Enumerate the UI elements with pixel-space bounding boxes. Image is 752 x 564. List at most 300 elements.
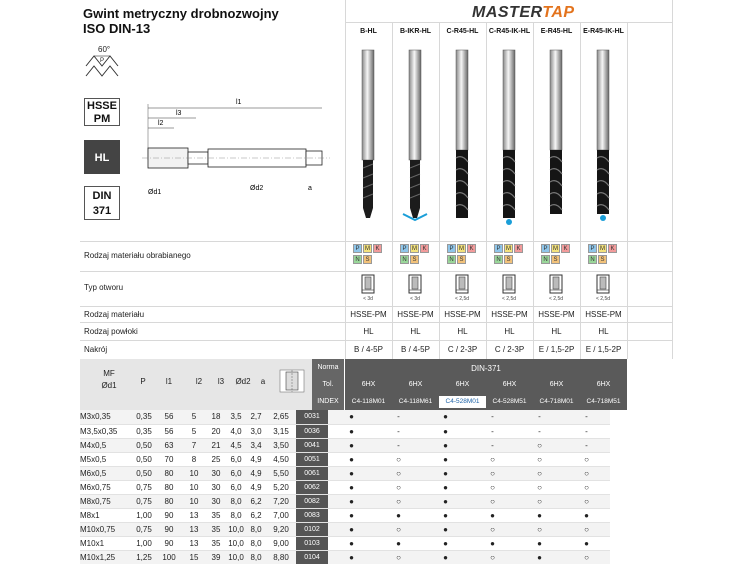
availability-mark: ● [422, 494, 469, 508]
coating-value: HL [598, 327, 609, 336]
cell-l2: 10 [182, 466, 206, 480]
cell-l2: 15 [182, 550, 206, 564]
cell-l3: 30 [206, 466, 226, 480]
availability-mark: ● [422, 466, 469, 480]
svg-text:a: a [308, 185, 312, 192]
tolerance-value: 6HX [455, 381, 470, 388]
cell-idx: 0062 [296, 480, 328, 494]
cell-a: 2,7 [246, 410, 266, 424]
cell-mf: M6x0,5 [80, 466, 132, 480]
cell-idx: 0036 [296, 424, 328, 438]
cell-p: 0,50 [132, 452, 156, 466]
cell-mf: M10x1,25 [80, 550, 132, 564]
cell-mf: M10x1 [80, 536, 132, 550]
row-label-tool-material: Rodzaj materiału [84, 310, 145, 319]
material-group-m: M [412, 246, 417, 252]
availability-mark: ● [328, 452, 375, 466]
cell-l2: 7 [182, 438, 206, 452]
availability-mark: ● [469, 508, 516, 522]
index-code: C4-118M01 [351, 398, 386, 405]
cell-l1: 100 [156, 550, 182, 564]
material-badge: HSSE PM [84, 98, 120, 126]
tolerance-label: Tol. [322, 381, 334, 388]
cell-mf: M8x1 [80, 508, 132, 522]
cell-l3: 30 [206, 480, 226, 494]
availability-mark: ● [422, 424, 469, 438]
header-l2: l2 [195, 377, 203, 386]
availability-mark: ○ [469, 550, 516, 564]
row-label-chamfer: Nakrój [84, 345, 108, 354]
cell-l3: 35 [206, 536, 226, 550]
column-header: B-HL [360, 28, 377, 35]
coating-value: HL [363, 327, 374, 336]
cell-mf: M4x0,5 [80, 438, 132, 452]
table-row [80, 494, 610, 508]
material-group-p: P [447, 244, 456, 253]
blind-hole-icon [361, 274, 375, 294]
chamfer-value: E / 1,5-2P [538, 345, 575, 354]
cell-p: 0,35 [132, 424, 156, 438]
hole-depth-caption: < 2,5d [548, 296, 564, 302]
availability-mark: - [375, 424, 422, 438]
availability-mark: ● [563, 536, 610, 550]
cell-d2: 6,0 [226, 452, 246, 466]
cell-a: 4,9 [246, 466, 266, 480]
divider [80, 241, 672, 242]
coating-value: HL [457, 327, 468, 336]
coating-badge: HL [84, 140, 120, 174]
hole-depth-caption: < 2,5d [454, 296, 470, 302]
cell-l3: 35 [206, 522, 226, 536]
cell-drill: 4,50 [266, 452, 296, 466]
hole-depth-caption: < 2,5d [501, 296, 517, 302]
availability-mark: ○ [563, 452, 610, 466]
cell-l1: 90 [156, 508, 182, 522]
availability-mark: ○ [375, 452, 422, 466]
cell-l1: 70 [156, 452, 182, 466]
cell-idx: 0041 [296, 438, 328, 452]
cell-p: 0,75 [132, 522, 156, 536]
cell-d2: 4,5 [226, 438, 246, 452]
availability-mark: ○ [516, 452, 563, 466]
cell-p: 1,25 [132, 550, 156, 564]
cell-l3: 21 [206, 438, 226, 452]
cell-l2: 10 [182, 494, 206, 508]
cell-drill: 3,15 [266, 424, 296, 438]
availability-mark: ● [422, 550, 469, 564]
tap-dimension-drawing [140, 90, 340, 200]
cell-l1: 80 [156, 480, 182, 494]
availability-mark: ● [328, 550, 375, 564]
cell-mf: M3x0,35 [80, 410, 132, 424]
cell-idx: 0103 [296, 536, 328, 550]
cell-drill: 8,80 [266, 550, 296, 564]
svg-text:l2: l2 [158, 120, 164, 127]
material-group-boxes [400, 244, 430, 266]
availability-mark: ○ [563, 522, 610, 536]
index-code: C4-118M61 [398, 398, 433, 405]
material-group-k: K [420, 244, 429, 253]
index-code: C4-528M51 [492, 398, 527, 405]
cell-d2: 6,0 [226, 466, 246, 480]
availability-mark: ● [422, 536, 469, 550]
cell-l3: 20 [206, 424, 226, 438]
svg-text:Ød2: Ød2 [250, 185, 264, 192]
material-group-s: S [551, 255, 560, 264]
cell-l2: 13 [182, 522, 206, 536]
header-d1: Ød1 [101, 381, 117, 390]
tap-b-hl [362, 50, 374, 218]
header-l1: l1 [165, 377, 173, 386]
tolerance-value: 6HX [361, 381, 376, 388]
availability-mark: ● [563, 508, 610, 522]
title-line-2: ISO DIN-13 [83, 21, 151, 36]
material-group-m: M [365, 246, 370, 252]
cell-l1: 80 [156, 494, 182, 508]
tap-c-r45-hl [456, 50, 468, 218]
cell-drill: 3,50 [266, 438, 296, 452]
cell-p: 1,00 [132, 508, 156, 522]
availability-mark: ○ [469, 522, 516, 536]
cell-d2: 6,0 [226, 480, 246, 494]
cell-l2: 13 [182, 508, 206, 522]
material-group-s: S [504, 255, 513, 264]
blind-hole-icon [408, 274, 422, 294]
table-row [80, 466, 610, 480]
cell-a: 6,2 [246, 508, 266, 522]
cell-p: 0,75 [132, 480, 156, 494]
cell-l3: 18 [206, 410, 226, 424]
index-code: C4-718M01 [539, 398, 574, 405]
tolerance-value: 6HX [502, 381, 517, 388]
svg-text:60°: 60° [98, 45, 111, 54]
cell-p: 1,00 [132, 536, 156, 550]
divider [80, 322, 672, 323]
cell-drill: 5,50 [266, 466, 296, 480]
availability-mark: ● [328, 508, 375, 522]
chamfer-value: B / 4-5P [354, 345, 383, 354]
cell-l3: 25 [206, 452, 226, 466]
availability-mark: ○ [516, 438, 563, 452]
column-header: C-R45-IK-HL [488, 28, 531, 35]
material-group-boxes [494, 244, 524, 266]
page-title [83, 6, 279, 36]
cell-d2: 10,0 [226, 550, 246, 564]
material-group-s: S [457, 255, 466, 264]
chamfer-value: C / 2-3P [494, 345, 525, 354]
availability-mark: ● [328, 424, 375, 438]
material-group-n: N [588, 255, 597, 264]
availability-mark: - [375, 410, 422, 424]
table-row [80, 550, 610, 564]
cell-d2: 3,5 [226, 410, 246, 424]
availability-mark: - [563, 438, 610, 452]
column-header: B-IKR-HL [399, 28, 432, 35]
svg-text:l1: l1 [236, 99, 242, 106]
cell-l3: 30 [206, 494, 226, 508]
table-row [80, 522, 610, 536]
material-group-m: M [506, 246, 511, 252]
header-mf: MF [103, 369, 115, 378]
cell-a: 3,0 [246, 424, 266, 438]
cell-p: 0,75 [132, 494, 156, 508]
cell-l2: 13 [182, 536, 206, 550]
cell-a: 3,4 [246, 438, 266, 452]
cell-drill: 2,65 [266, 410, 296, 424]
cell-l1: 90 [156, 522, 182, 536]
cell-a: 6,2 [246, 494, 266, 508]
cell-d2: 8,0 [226, 494, 246, 508]
cell-a: 8,0 [246, 522, 266, 536]
material-group-boxes [447, 244, 477, 266]
cell-drill: 7,00 [266, 508, 296, 522]
header-a: a [260, 377, 266, 386]
table-row [80, 480, 610, 494]
material-group-n: N [353, 255, 362, 264]
availability-mark: - [563, 410, 610, 424]
norm-value: DIN-371 [471, 364, 501, 373]
availability-mark: ● [375, 536, 422, 550]
cell-d2: 8,0 [226, 508, 246, 522]
availability-mark: ● [422, 410, 469, 424]
cell-l2: 5 [182, 424, 206, 438]
coating-value: HL [410, 327, 421, 336]
material-group-boxes [353, 244, 383, 266]
cell-idx: 0102 [296, 522, 328, 536]
tap-e-r45-hl [550, 50, 562, 214]
tap-e-r45-ik-hl [597, 50, 609, 221]
cell-a: 4,9 [246, 480, 266, 494]
material-group-n: N [541, 255, 550, 264]
cell-l3: 39 [206, 550, 226, 564]
chamfer-value: E / 1,5-2P [585, 345, 622, 354]
table-row [80, 508, 610, 522]
mastertap-logo: MASTERTAP [472, 4, 575, 21]
availability-mark: ○ [563, 466, 610, 480]
cell-a: 8,0 [246, 550, 266, 564]
availability-mark: - [375, 438, 422, 452]
availability-mark: ● [422, 522, 469, 536]
cell-l2: 5 [182, 410, 206, 424]
availability-mark: ● [516, 508, 563, 522]
row-label-material-group: Rodzaj materiału obrabianego [84, 251, 191, 260]
material-group-m: M [553, 246, 558, 252]
availability-mark: ● [328, 466, 375, 480]
tool-material-value: HSSE-PM [491, 310, 528, 319]
availability-mark: ○ [516, 480, 563, 494]
material-group-boxes [588, 244, 618, 266]
availability-mark: - [469, 410, 516, 424]
availability-mark: ● [469, 536, 516, 550]
availability-mark: - [516, 424, 563, 438]
material-group-s: S [363, 255, 372, 264]
spec-table [80, 359, 610, 564]
cell-d2: 10,0 [226, 536, 246, 550]
material-group-k: K [373, 244, 382, 253]
cell-drill: 9,00 [266, 536, 296, 550]
chamfer-value: B / 4-5P [401, 345, 430, 354]
table-row [80, 536, 610, 550]
material-group-p: P [541, 244, 550, 253]
material-group-p: P [353, 244, 362, 253]
cell-drill: 7,20 [266, 494, 296, 508]
cell-p: 0,50 [132, 466, 156, 480]
material-group-s: S [598, 255, 607, 264]
header-l3: l3 [217, 377, 225, 386]
hole-depth-caption: < 3d [410, 296, 420, 302]
availability-mark: ○ [563, 550, 610, 564]
blind-hole-icon [455, 274, 469, 294]
cell-l1: 80 [156, 466, 182, 480]
material-group-k: K [514, 244, 523, 253]
table-row [80, 438, 610, 452]
availability-mark: ○ [563, 494, 610, 508]
availability-mark: ○ [563, 480, 610, 494]
cell-p: 0,50 [132, 438, 156, 452]
index-code: C4-718M51 [586, 398, 621, 405]
availability-mark: ○ [375, 550, 422, 564]
availability-mark: ○ [516, 466, 563, 480]
cell-l2: 8 [182, 452, 206, 466]
cell-l1: 63 [156, 438, 182, 452]
material-group-p: P [400, 244, 409, 253]
availability-mark: ● [328, 494, 375, 508]
availability-mark: ● [422, 480, 469, 494]
cell-mf: M5x0,5 [80, 452, 132, 466]
title-line-1: Gwint metryczny drobnozwojny [83, 6, 279, 21]
availability-mark: - [469, 438, 516, 452]
availability-mark: ○ [469, 494, 516, 508]
cell-mf: M8x0,75 [80, 494, 132, 508]
tool-material-value: HSSE-PM [538, 310, 575, 319]
availability-mark: ○ [469, 466, 516, 480]
availability-mark: - [563, 424, 610, 438]
cell-drill: 9,20 [266, 522, 296, 536]
tap-c-r45-ik-hl [503, 50, 515, 225]
svg-text:P: P [100, 58, 105, 64]
availability-mark: ● [328, 438, 375, 452]
cell-idx: 0083 [296, 508, 328, 522]
material-group-p: P [588, 244, 597, 253]
availability-mark: ● [516, 536, 563, 550]
availability-mark: ● [422, 508, 469, 522]
hole-depth-caption: < 2,5d [595, 296, 611, 302]
cell-mf: M6x0,75 [80, 480, 132, 494]
cell-idx: 0082 [296, 494, 328, 508]
thread-profile-icon [84, 40, 124, 84]
header-p: P [140, 377, 146, 386]
norm-label: Norma [317, 364, 339, 371]
material-group-boxes [541, 244, 571, 266]
coating-value: HL [504, 327, 515, 336]
cell-d2: 10,0 [226, 522, 246, 536]
cell-idx: 0061 [296, 466, 328, 480]
cell-l1: 90 [156, 536, 182, 550]
availability-mark: ● [328, 480, 375, 494]
tap-b-ikr-hl [403, 50, 427, 220]
divider [80, 340, 672, 341]
tolerance-value: 6HX [408, 381, 423, 388]
availability-mark: ● [328, 522, 375, 536]
tolerance-value: 6HX [549, 381, 564, 388]
material-group-n: N [494, 255, 503, 264]
cell-l3: 35 [206, 508, 226, 522]
tolerance-value: 6HX [596, 381, 611, 388]
header-divider [345, 22, 672, 23]
norm-badge: DIN 371 [84, 186, 120, 220]
availability-mark: ○ [469, 452, 516, 466]
hole-depth-caption: < 3d [363, 296, 373, 302]
cell-idx: 0104 [296, 550, 328, 564]
material-group-p: P [494, 244, 503, 253]
material-group-k: K [467, 244, 476, 253]
divider [672, 0, 673, 359]
cell-d2: 4,0 [226, 424, 246, 438]
divider [627, 22, 628, 359]
availability-mark: ● [422, 438, 469, 452]
tool-material-value: HSSE-PM [397, 310, 434, 319]
material-group-m: M [600, 246, 605, 252]
availability-mark: ● [422, 452, 469, 466]
availability-mark: ○ [516, 522, 563, 536]
cell-l1: 56 [156, 424, 182, 438]
availability-mark: ● [516, 550, 563, 564]
blind-hole-icon [502, 274, 516, 294]
svg-text:l3: l3 [176, 110, 182, 117]
blind-hole-icon [596, 274, 610, 294]
tool-material-value: HSSE-PM [585, 310, 622, 319]
cell-l1: 56 [156, 410, 182, 424]
tap-images [345, 42, 627, 232]
table-row [80, 452, 610, 466]
header-d2: Ød2 [235, 377, 251, 386]
column-header: C-R45-HL [446, 28, 479, 35]
cell-mf: M3,5x0,35 [80, 424, 132, 438]
availability-mark: ○ [375, 466, 422, 480]
cell-mf: M10x0,75 [80, 522, 132, 536]
row-label-coating: Rodzaj powłoki [84, 327, 138, 336]
divider [80, 271, 672, 272]
availability-mark: ○ [469, 480, 516, 494]
tool-material-value: HSSE-PM [350, 310, 387, 319]
cell-drill: 5,20 [266, 480, 296, 494]
availability-mark: ○ [375, 494, 422, 508]
column-header: E-R45-HL [540, 28, 573, 35]
material-group-m: M [459, 246, 464, 252]
divider [80, 306, 672, 307]
material-group-s: S [410, 255, 419, 264]
index-label: INDEX [317, 398, 339, 405]
blind-hole-icon [549, 274, 563, 294]
tool-material-value: HSSE-PM [444, 310, 481, 319]
material-group-n: N [447, 255, 456, 264]
cell-p: 0,35 [132, 410, 156, 424]
availability-mark: ○ [516, 494, 563, 508]
availability-mark: ○ [375, 480, 422, 494]
cell-a: 8,0 [246, 536, 266, 550]
availability-mark: - [469, 424, 516, 438]
svg-text:Ød1: Ød1 [148, 189, 162, 196]
availability-mark: ● [328, 410, 375, 424]
table-row [80, 424, 610, 438]
row-label-hole-type: Typ otworu [84, 283, 124, 292]
column-header: E-R45-IK-HL [583, 28, 624, 35]
availability-mark: - [516, 410, 563, 424]
index-code: C4-528M01 [439, 396, 486, 408]
material-group-n: N [400, 255, 409, 264]
cell-idx: 0031 [296, 410, 328, 424]
material-group-k: K [608, 244, 617, 253]
